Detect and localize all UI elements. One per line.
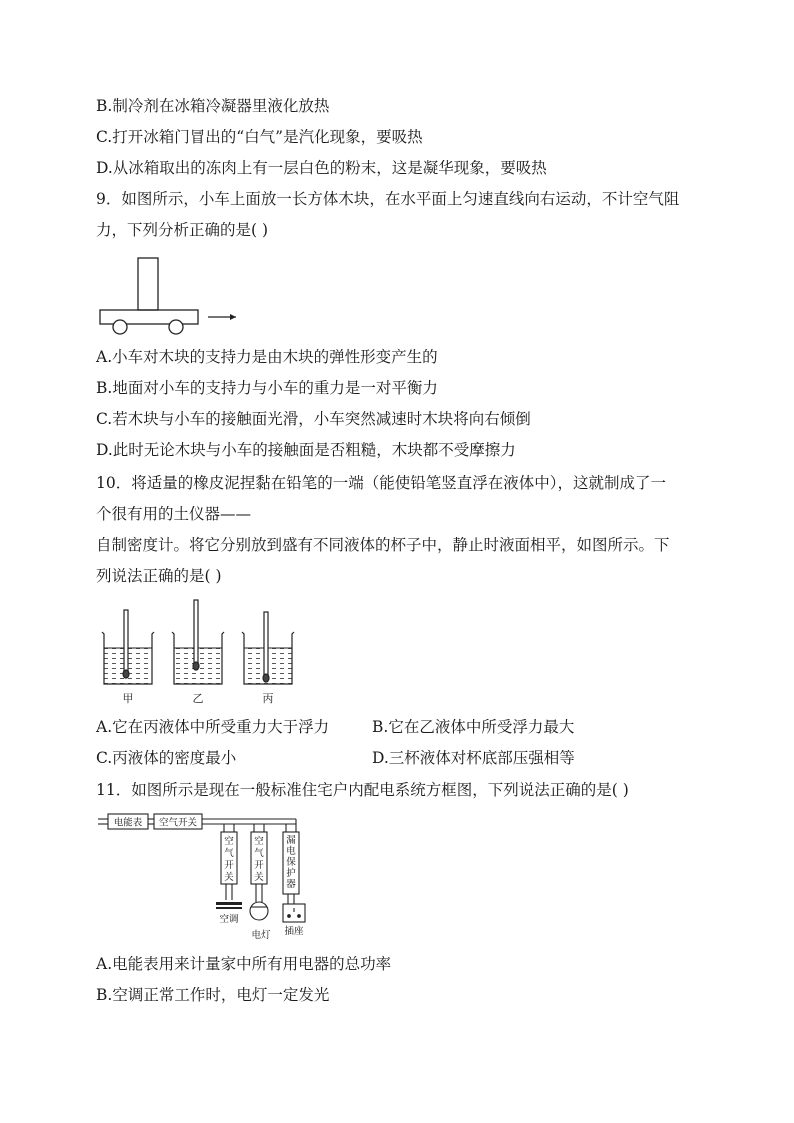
cart-wheel-right [169, 320, 183, 334]
leakage-protector-char: 电 [286, 846, 296, 857]
lamp-label: 电灯 [251, 930, 271, 941]
arrow-head-icon [230, 314, 236, 320]
lamp-icon [250, 902, 268, 920]
q11-circuit-diagram [96, 810, 336, 944]
q9-option-a: A.小车对木块的支持力是由木块的弹性形变产生的 [96, 348, 438, 366]
leakage-protector-char: 护 [286, 868, 296, 879]
branch-switch-1-char: 气 [224, 848, 234, 859]
q11-stem: 11．如图所示是现在一般标准住宅户内配电系统方框图，下列说法正确的是( ) [96, 781, 629, 799]
q10-stem-line1: 10．将适量的橡皮泥捏黏在铅笔的一端（能使铅笔竖直浮在液体中），这就制成了一 [96, 474, 666, 492]
q8-option-c: C.打开冰箱门冒出的“白气”是汽化现象，要吸热 [96, 128, 423, 146]
beaker-jia [102, 610, 154, 684]
branch-switch-2-char: 开 [254, 860, 264, 871]
branch-switch-1-char: 空 [224, 836, 234, 847]
q10-stem-line3: 自制密度计。将它分别放到盛有不同液体的杯子中，静止时液面相平，如图所示。下 [96, 536, 670, 554]
q10-stem-line4: 列说法正确的是( ) [96, 567, 222, 585]
q8-option-d: D.从冰箱取出的冻肉上有一层白色的粉末，这是凝华现象，要吸热 [96, 159, 547, 177]
q10-beakers-figure [96, 596, 316, 708]
q9-cart-figure [96, 252, 256, 338]
q8-option-b: B.制冷剂在冰箱冷凝器里液化放热 [96, 97, 330, 115]
q9-option-d: D.此时无论木块与小车的接触面是否粗糙，木块都不受摩擦力 [96, 441, 516, 459]
wood-block [138, 258, 158, 310]
hydrometer-bing [264, 612, 268, 676]
q9-stem-line1: 9．如图所示，小车上面放一长方体木块，在水平面上匀速直线向右运动，不计空气阻 [96, 190, 680, 208]
meter-label: 电能表 [113, 817, 143, 829]
branch-switch-1-char: 关 [224, 872, 234, 883]
ac-unit-icon [216, 902, 242, 909]
cart-wheel-left [113, 320, 127, 334]
beaker-yi [172, 600, 224, 684]
leakage-protector-char: 保 [286, 857, 296, 868]
beaker-label-yi: 乙 [192, 692, 204, 705]
socket-icon [283, 904, 305, 922]
leakage-protector-char: 漏 [286, 835, 296, 846]
q10-option-b: B.它在乙液体中所受浮力最大 [372, 718, 575, 736]
main-switch-label: 空气开关 [158, 817, 198, 829]
branch-switch-2-char: 空 [254, 836, 264, 847]
branch-switch-1-char: 开 [224, 860, 234, 871]
q9-option-c: C.若木块与小车的接触面光滑，小车突然减速时木块将向右倾倒 [96, 410, 531, 428]
hydrometer-yi [194, 600, 198, 664]
leakage-protector-char: 器 [286, 879, 296, 890]
beaker-label-bing: 丙 [262, 692, 274, 705]
q10-stem-line2: 个很有用的土仪器—— [96, 505, 252, 523]
hydrometer-jia [124, 610, 128, 672]
branch-switch-2-char: 气 [254, 848, 264, 859]
q11-option-b: B.空调正常工作时，电灯一定发光 [96, 986, 330, 1004]
beaker-label-jia: 甲 [122, 692, 134, 705]
q9-stem-line2: 力，下列分析正确的是( ) [96, 221, 269, 239]
socket-label: 插座 [284, 926, 304, 937]
beaker-bing [242, 612, 294, 684]
q10-option-c: C.丙液体的密度最小 [96, 749, 237, 767]
q9-option-b: B.地面对小车的支持力与小车的重力是一对平衡力 [96, 379, 438, 397]
q11-option-a: A.电能表用来计量家中所有用电器的总功率 [96, 955, 392, 973]
branch-switch-2-char: 关 [254, 872, 264, 883]
q10-option-a: A.它在丙液体中所受重力大于浮力 [96, 718, 330, 736]
q10-option-d: D.三杯液体对杯底部压强相等 [372, 749, 575, 767]
ac-label: 空调 [219, 914, 239, 925]
